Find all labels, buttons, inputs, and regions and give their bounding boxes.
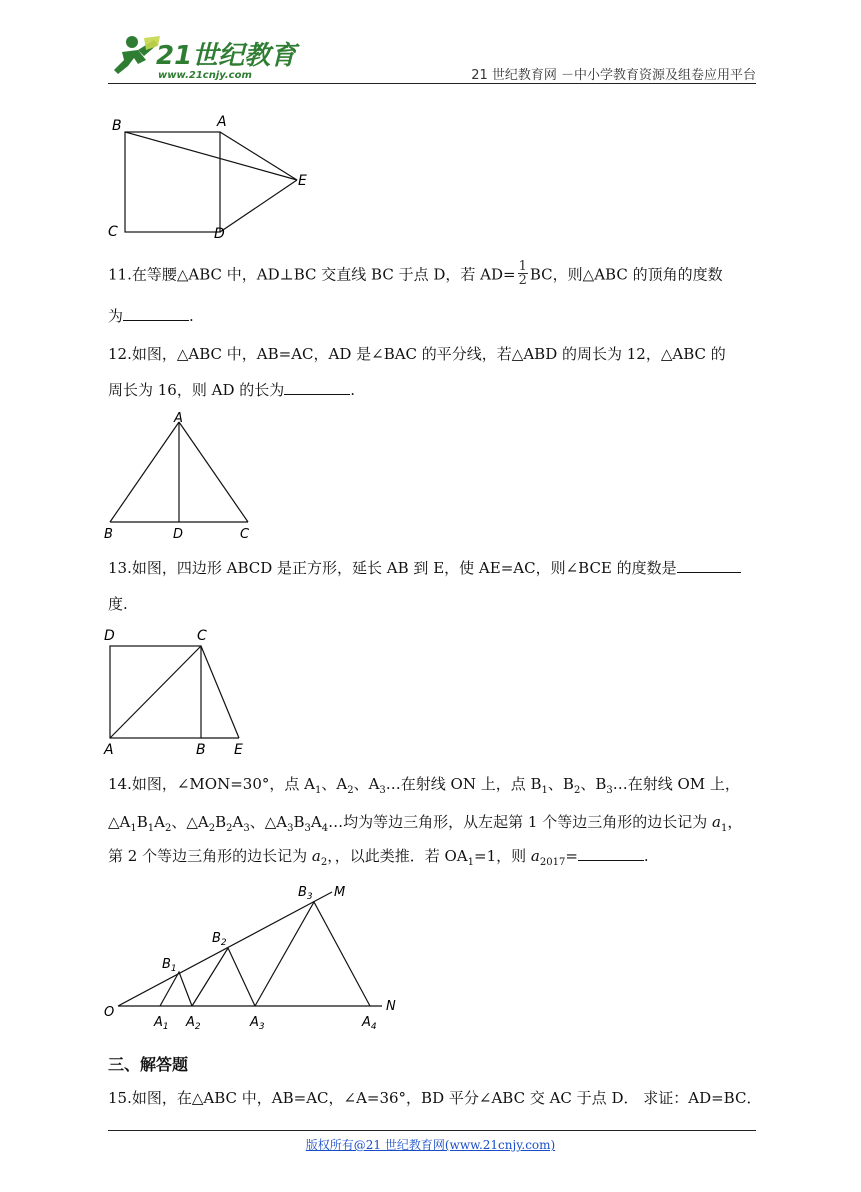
question-14-line-1: 14.如图，∠MON=30°，点 $A_1$、$A_2$、$A_3\dots$在射线 ON 上，点 $B_1$、$B_2$、$B_3\dots$在射线 OM 上， — [108, 775, 740, 796]
section-3-title: 三、解答题 — [108, 1055, 189, 1074]
fig4-label-b2: $B_2$ — [212, 931, 227, 948]
question-14-line-2: $\triangle A_1B_1A_2$、$\triangle A_2B_2A_3$、$\triangle A_3B_3A_4\dots$均为等边三角形，从左起第 1 个等边三角形的边长记为 $a_1$， — [108, 813, 743, 834]
fig2-label-d: D — [173, 527, 184, 542]
q13-text-a: 13.如图，四边形 ABCD 是正方形，延长 AB 到 E，使 AE=AC，则∠BCE 的度数是 — [108, 559, 677, 577]
question-13-line-1 — [108, 558, 758, 578]
q14-text-a: 14.如图，∠MON=30°，点 A — [108, 775, 315, 793]
logo-main-text: 21世纪教育 — [156, 41, 297, 71]
fig4-label-b1: $B_1$ — [162, 957, 177, 974]
q14-answer-blank[interactable] — [578, 846, 644, 861]
q11-frac-den: 2 — [518, 273, 527, 288]
q11-end: . — [189, 307, 194, 325]
fig4-label-b3: $B_3$ — [298, 885, 313, 902]
question-13-line-2: 度. — [108, 595, 128, 613]
fig3-label-d: D — [104, 628, 115, 644]
fig4-ray-om — [118, 892, 332, 1006]
fig3-label-e: E — [234, 742, 243, 758]
question-11-line-1 — [108, 259, 758, 289]
site-title: 21 世纪教育网 －中小学教育资源及组卷应用平台 — [471, 68, 756, 83]
fig3-label-c: C — [197, 628, 207, 644]
fig1-label-c: C — [108, 224, 118, 240]
fig2-label-b: B — [104, 527, 113, 542]
footer-copyright-link[interactable]: 版权所有@21 世纪教育网(www.21cnjy.com) — [305, 1138, 556, 1152]
fig3-label-b: B — [196, 742, 206, 758]
q11-fraction — [518, 260, 528, 287]
fig3-line-ce — [201, 646, 239, 738]
fig4-label-n: N — [386, 999, 396, 1014]
q11-text-b: BC，则△ABC 的顶角的度数 — [529, 265, 723, 284]
figure-4-equilateral-chain — [100, 876, 410, 1036]
fig1-label-a: A — [217, 114, 227, 130]
fig3-line-ac — [110, 646, 201, 738]
q14-text-e: =1，则 — [474, 847, 527, 865]
fig4-label-a4: $A_4$ — [362, 1015, 377, 1032]
figure-1-square-triangle — [100, 110, 330, 250]
fig1-square — [125, 132, 220, 232]
fig4-triangle-2 — [192, 948, 255, 1006]
q11-text-c: 为 — [108, 307, 124, 325]
q14-end: . — [643, 847, 649, 865]
q14-text-c: 第 2 个等边三角形的边长记为 — [108, 847, 308, 865]
q14-text-f: = — [565, 847, 578, 865]
question-15-line-1: 15.如图，在△ABC 中，AB=AC，∠A=36°，BD 平分∠ABC 交 AC 于点 D． 求证：AD=BC． — [108, 1089, 762, 1107]
question-11-line-2 — [108, 306, 758, 326]
q12-answer-blank[interactable] — [284, 380, 350, 395]
fig2-label-c: C — [240, 527, 250, 542]
fig1-label-d: D — [214, 226, 225, 242]
q12-end: . — [350, 381, 356, 399]
question-14-line-3: 第 2 个等边三角形的边长记为 $a_2$，，以此类推．若 $OA_1=1$，则 $a_{2017}=$ . — [108, 847, 649, 868]
fig4-label-a1: $A_1$ — [154, 1015, 169, 1032]
figure-3-square-extension — [100, 624, 260, 758]
q14-text-b: △A — [108, 813, 131, 831]
fig4-label-m: M — [334, 885, 346, 900]
fig4-label-o: O — [104, 1005, 115, 1020]
q11-frac-num: 1 — [518, 259, 527, 274]
q12-text-b: 周长为 16，则 AD 的长为 — [108, 381, 285, 399]
figure-2-isosceles-triangle — [100, 410, 270, 550]
fig2-line-ac — [179, 422, 248, 522]
fig3-label-a: A — [104, 742, 114, 758]
q13-answer-blank[interactable] — [677, 558, 741, 573]
fig4-triangle-3 — [255, 902, 370, 1006]
fig2-label-a: A — [174, 411, 183, 426]
logo-url-text: www.21cnjy.com — [158, 70, 252, 81]
site-logo — [108, 30, 308, 82]
question-12-line-1: 12.如图，△ABC 中，AB=AC，AD 是∠BAC 的平分线，若△ABD 的周长为 12，△ABC 的 — [108, 345, 726, 363]
q11-answer-blank[interactable] — [123, 306, 189, 321]
fig1-line-ae — [220, 132, 297, 180]
footer-divider — [108, 1130, 756, 1131]
fig1-label-b: B — [112, 118, 122, 134]
fig2-line-ab — [110, 422, 179, 522]
runner-logo-icon — [108, 30, 308, 82]
fig4-label-a2: $A_2$ — [186, 1015, 201, 1032]
q14-text-d: ，以此类推．若 OA — [334, 847, 468, 865]
fig1-line-de — [220, 180, 297, 232]
fig1-line-be — [125, 132, 297, 180]
fig1-label-e: E — [298, 173, 307, 189]
fig4-triangle-1 — [160, 972, 192, 1006]
question-12-line-2 — [108, 380, 758, 400]
q11-text-a: 11.在等腰△ABC 中，AD⊥BC 交直线 BC 于点 D，若 AD= — [108, 265, 516, 284]
header-divider — [108, 83, 756, 84]
fig4-label-a3: $A_3$ — [250, 1015, 265, 1032]
